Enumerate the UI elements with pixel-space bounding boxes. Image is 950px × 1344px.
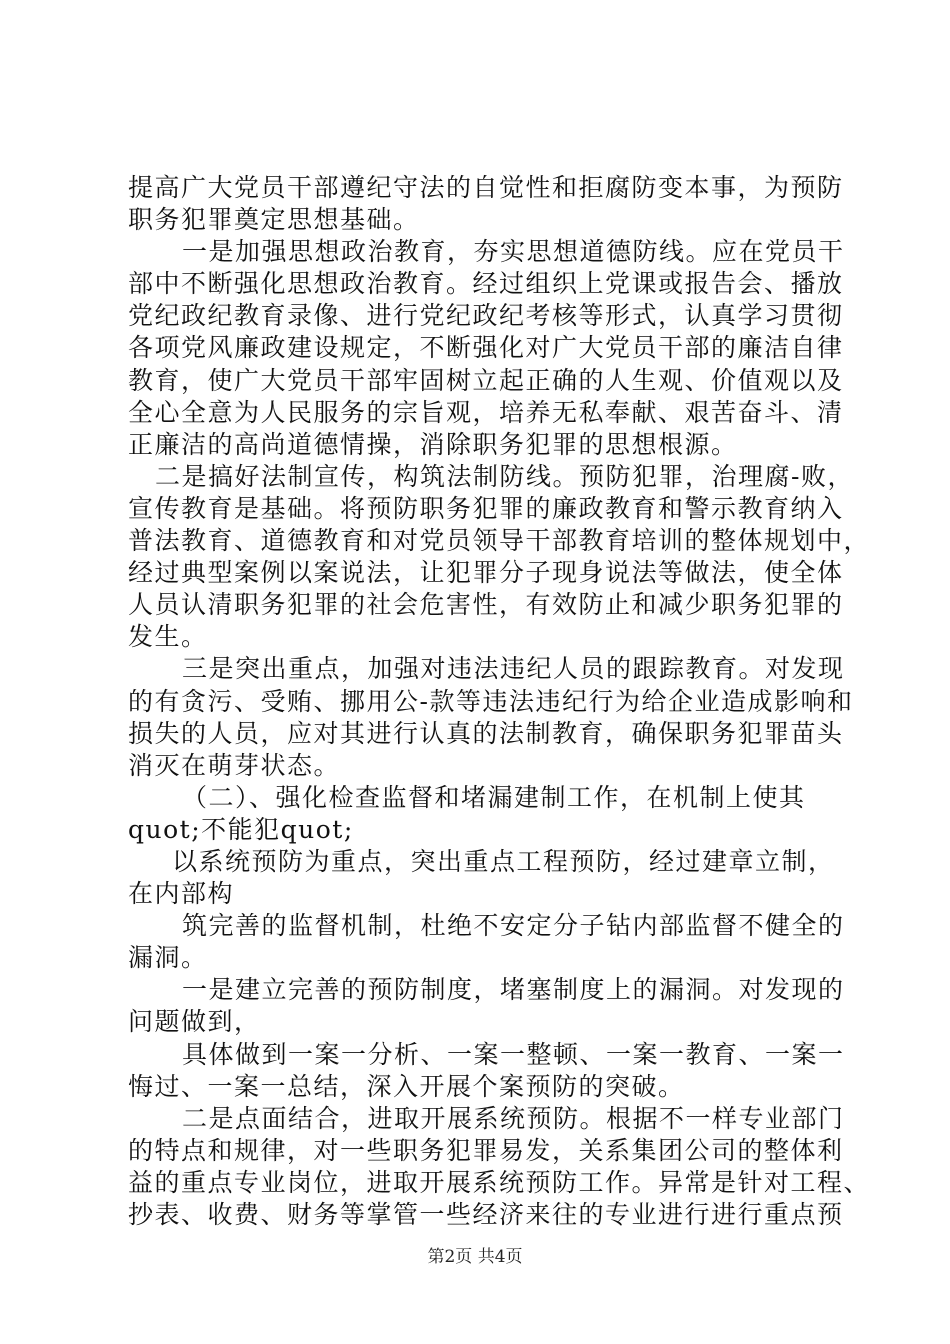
text-line: 正廉洁的高尚道德情操，消除职务犯罪的思想根源。 (128, 429, 738, 459)
text-line: 问题做到， (128, 1007, 261, 1037)
document-body (128, 172, 871, 1231)
text-line: 一是加强思想政治教育，夯实思想道德防线。应在党员干 (182, 237, 845, 267)
text-line: 提高广大党员干部遵纪守法的自觉性和拒腐防变本事，为预防 (128, 173, 844, 202)
text-line: 各项党风廉政建设规定，不断强化对广大党员干部的廉洁自律 (128, 333, 844, 363)
text-line: 具体做到一案一分析、一案一整顿、一案一教育、一案一 (182, 1039, 845, 1069)
text-line: 二是搞好法制宣传，构筑法制防线。预防犯罪，治理腐-败， (155, 461, 854, 491)
section-heading: （二）、强化检查监督和堵漏建制工作，在机制上使其 (182, 782, 806, 812)
text-line: 的特点和规律，对一些职务犯罪易发，关系集团公司的整体利 (128, 1135, 844, 1165)
text-line: 益的重点专业岗位，进取开展系统预防工作。异常是针对工程、 (128, 1167, 871, 1197)
text-line: 消灭在萌芽状态。 (128, 750, 341, 780)
text-line: 普法教育、道德教育和对党员领导干部教育培训的整体规划中， (128, 526, 871, 556)
text-line: 悔过、一案一总结，深入开展个案预防的突破。 (128, 1071, 685, 1101)
text-line: 的有贪污、受贿、挪用公-款等违法违纪行为给企业造成影响和 (128, 686, 854, 716)
text-line: 抄表、收费、财务等掌管一些经济来往的专业进行进行重点预 (128, 1200, 844, 1229)
page-number-footer: 第2页 共4页 (427, 1247, 523, 1267)
text-line: 以系统预防为重点，突出重点工程预防，经过建章立制， (172, 846, 835, 876)
text-line: 部中不断强化思想政治教育。经过组织上党课或报告会、播放 (128, 269, 844, 299)
text-line: 在内部构 (128, 879, 235, 909)
text-line: 党纪政纪教育录像、进行党纪政纪考核等形式，认真学习贯彻 (128, 301, 844, 331)
text-line: 人员认清职务犯罪的社会危害性，有效防止和减少职务犯罪的 (128, 590, 844, 620)
text-line: 三是突出重点，加强对违法违纪人员的跟踪教育。对发现 (182, 654, 845, 684)
text-line: 漏洞。 (128, 943, 208, 973)
text-line: quot;不能犯quot; (128, 814, 354, 844)
text-line: 教育，使广大党员干部牢固树立起正确的人生观、价值观以及 (128, 365, 844, 395)
text-line: 职务犯罪奠定思想基础。 (128, 205, 420, 235)
text-line: 筑完善的监督机制，杜绝不安定分子钻内部监督不健全的 (182, 911, 845, 941)
text-line: 全心全意为人民服务的宗旨观，培养无私奉献、艰苦奋斗、清 (128, 397, 844, 427)
text-line: 发生。 (128, 622, 208, 652)
text-line: 一是建立完善的预防制度，堵塞制度上的漏洞。对发现的 (182, 975, 845, 1005)
text-line: 二是点面结合，进取开展系统预防。根据不一样专业部门 (182, 1103, 845, 1133)
text-line: 经过典型案例以案说法，让犯罪分子现身说法等做法，使全体 (128, 558, 844, 588)
text-line: 宣传教育是基础。将预防职务犯罪的廉政教育和警示教育纳入 (128, 493, 844, 523)
text-line: 损失的人员，应对其进行认真的法制教育，确保职务犯罪苗头 (128, 718, 844, 748)
